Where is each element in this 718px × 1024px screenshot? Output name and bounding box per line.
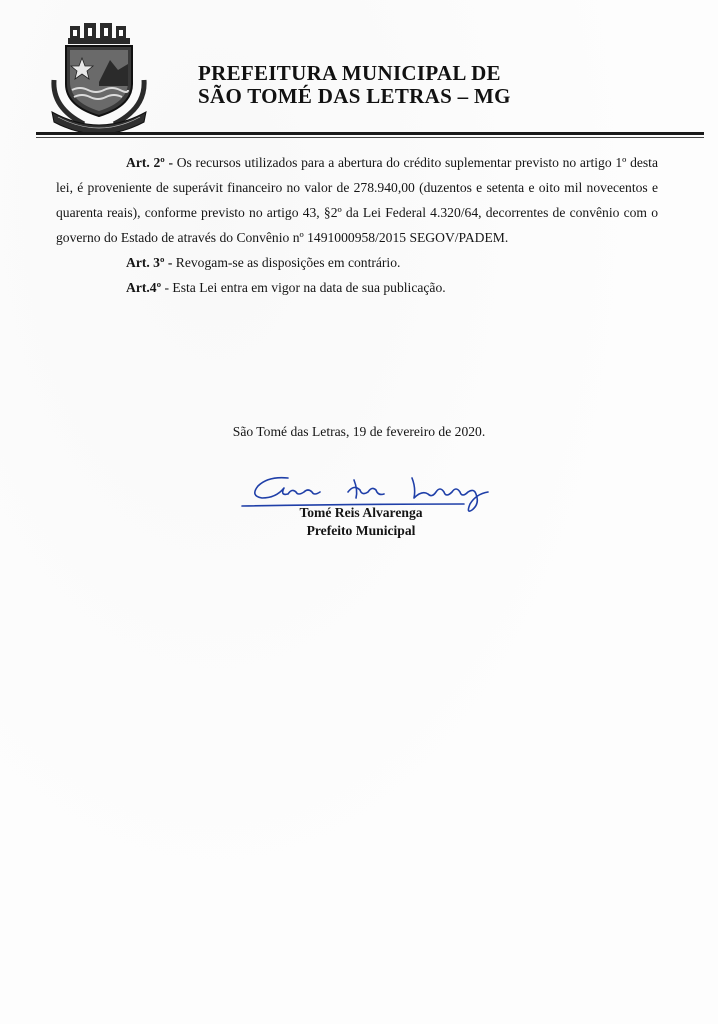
- signatory-title: Prefeito Municipal: [306, 523, 416, 538]
- municipal-coat-of-arms: [44, 20, 154, 132]
- article-4: [56, 275, 658, 300]
- article-2-label: Art. 2º -: [126, 155, 174, 170]
- municipality-title: [198, 62, 511, 108]
- article-4-label: Art.4º: [126, 280, 162, 295]
- law-body: [56, 150, 658, 300]
- date-line: São Tomé das Letras, 19 de fevereiro de 2020.: [232, 424, 486, 439]
- title-line-2: SÃO TOMÉ DAS LETRAS – MG: [198, 84, 511, 108]
- title-line-1: PREFEITURA MUNICIPAL DE: [198, 61, 501, 85]
- article-2: [56, 150, 658, 250]
- article-3-text: Revogam-se as disposições em contrário.: [172, 255, 401, 270]
- header-divider: [36, 132, 704, 135]
- article-2-text: Os recursos utilizados para a abertura do crédito suplementar previsto no artigo 1º desta lei, é proveniente de superávit financeiro no valor de 278.940,00 (duzentos e setenta e oito mil novecentos e quarenta reais), conforme previsto no artigo 43, §2º da Lei Federal 4.320/64, decorrentes de convênio com o governo do Estado de através do Convênio nº 1491000958/2015 SEGOV/PADEM.: [56, 155, 658, 245]
- article-4-text: - Esta Lei entra em vigor na data de sua publicação.: [161, 280, 446, 295]
- signatory-name: Tomé Reis Alvarenga: [299, 505, 423, 520]
- article-3: [56, 250, 658, 275]
- letterhead: [0, 0, 718, 150]
- article-3-label: Art. 3º -: [126, 255, 173, 270]
- header-divider-thin: [36, 137, 704, 138]
